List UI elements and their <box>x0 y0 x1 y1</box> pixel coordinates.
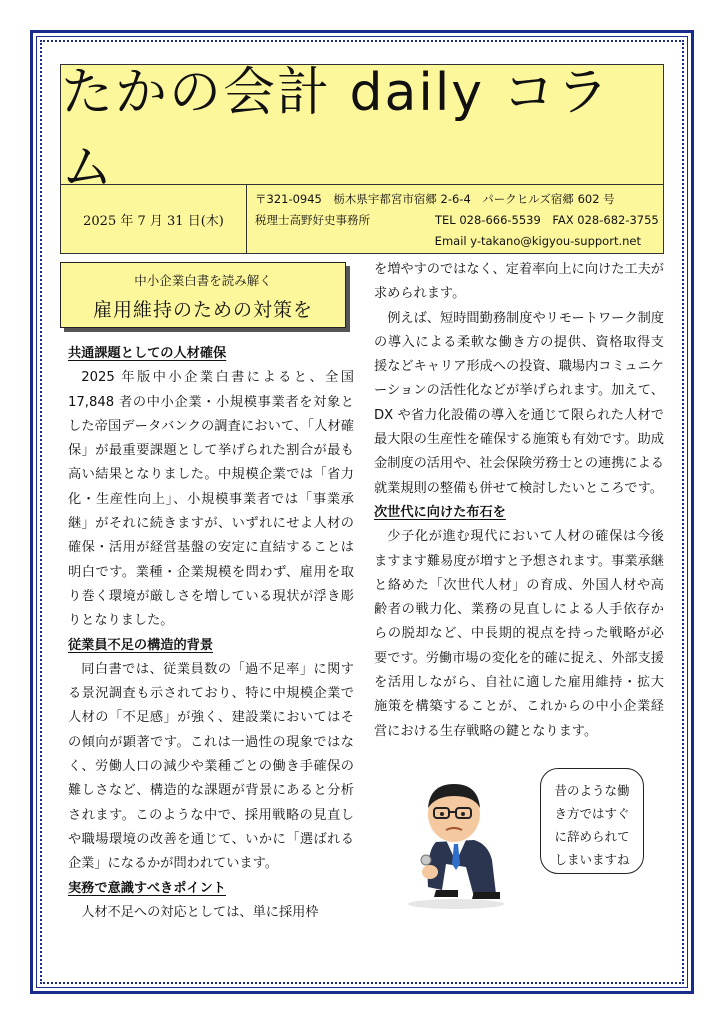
column-left <box>68 342 354 925</box>
speech-line: に辞められて <box>554 829 630 844</box>
column-right <box>374 258 664 744</box>
office-line <box>255 210 659 231</box>
section-body: 少子化が進む現代において人材の確保は今後ますます難易度が増すと予想されます。事業承継と絡めた「次世代人材」の育成、外国人材や高齢者の戦力化、業務の見直しによる人手依存からの脱却など、中長期的視点を持った戦略が必要です。労働市場の変化を的確に捉え、外部支援を活用しながら、自社に適した雇用維持・拡大施策を構築することが、これからの中小企業経営における生存戦略の鍵となります。 <box>374 529 664 739</box>
section-body: 例えば、短時間勤務制度やリモートワーク制度の導入による柔軟な働き方の提供、資格取得支援などキャリア形成への投資、職場内コミュニケーションの活性化などが挙げられます。加えて、DX や省力化設備の導入を通じて限られた人材で最大限の生産性を確保する施策も有効です。助成金制度の活用や、社会保険労務士との連携による就業規則の整備も併せて検討したいところです。 <box>374 310 664 496</box>
section-heading: 実務で意識すべきポイント <box>68 880 226 896</box>
section-body: 人材不足への対応としては、単に採用枠 <box>81 904 319 920</box>
phone-fax: TEL 028-666-5539 FAX 028-682-3755 <box>435 213 659 227</box>
contact-info <box>255 189 659 252</box>
office-name: 税理士高野好史事務所 <box>255 213 370 227</box>
article-header <box>60 262 346 328</box>
speech-line: き方ではすぐ <box>554 806 630 821</box>
article-title: 雇用維持のための対策を <box>92 299 313 321</box>
email-address[interactable]: Email y-takano@kigyou-support.net <box>434 234 641 248</box>
masthead-title: たかの会計 daily コラム <box>61 65 663 185</box>
speech-bubble <box>540 768 644 874</box>
section-heading: 従業員不足の構造的背景 <box>68 637 214 653</box>
masthead <box>60 64 664 254</box>
section-heading: 次世代に向けた布石を <box>374 504 506 520</box>
office-address: 〒321-0945 栃木県宇都宮市宿郷 2-6-4 パークヒルズ宿郷 602 号 <box>255 192 615 206</box>
section-body: 同白書では、従業員数の「過不足率」に関する景況調査も示されており、特に中規模企業で人材の「不足感」が強く、建設業においてはその傾向が顕著です。これは一過性の現象ではなく、労働人口の減少や業種ごとの働き手確保の難しさなど、構造的な課題が背景にあると分析されます。このような中で、採用戦略の見直しや職場環境の改善を通じて、いかに「選ばれる企業」になるかが問われています。 <box>68 661 354 872</box>
businessman-illustration <box>396 772 546 912</box>
issue-date: 2025 年 7 月 31 日(木) <box>61 185 247 253</box>
speech-line: 昔のような働 <box>554 783 630 798</box>
section-body-continued: を増やすのではなく、定着率向上に向けた工夫が求められます。 <box>374 262 664 302</box>
speech-line: しまいますね <box>554 852 630 867</box>
article-subtitle: 中小企業白書を読み解く <box>134 273 272 288</box>
section-heading: 共通課題としての人材確保 <box>68 346 227 361</box>
section-body: 2025 年版中小企業白書によると、全国 17,848 者の中小企業・小規模事業者を対象とした帝国データバンクの調査において、「人材確保」が最重要課題として挙げられた割合が最も高い結果となりました。中規模企業では「省力化・生産性向上」、小規模事業者では「事業承継」がそれに続きますが、いずれにせよ人材の確保・活用が経営基盤の安定に直結することは明白です。業種・企業規模を問わず、雇用を取り巻く環境が厳しさを増している現状が浮き彫りとなりました。 <box>68 370 354 629</box>
